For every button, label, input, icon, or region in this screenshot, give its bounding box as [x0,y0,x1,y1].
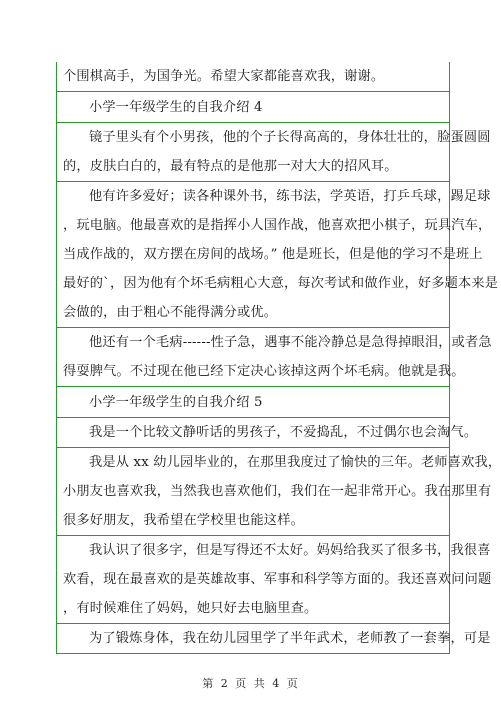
text-line: 他还有一个毛病------性子急，遇事不能冷静总是急得掉眼泪，或者急 [89,335,492,350]
paragraph-mirror [57,123,491,182]
text-line: 最好的`，因为他有个坏毛病粗心大意，每次考试和做作业，好多题本来是 [63,276,499,291]
text-line: 欢看，现在最喜欢的是英雄故事、军事和科学等方面的。我还喜欢问问题 [63,572,492,587]
page-number-footer: 第 2 页 共 4 页 [202,677,298,690]
text-line: ，有时候难住了妈妈，她只好去电脑里查。 [63,601,318,616]
paragraph-quiet [57,418,478,448]
text-line: 会做的，由于粗心不能得满分或优。 [63,305,278,320]
paragraph-exercise [57,624,491,654]
text-line: 得耍脾气。不过现在他已经下定决心该掉这两个坏毛病。他就是我。 [63,364,465,379]
section-heading-4 [57,92,449,123]
paragraph-hobbies [57,182,499,328]
text-line: ，玩电脑。他最喜欢的是指挥小人国作战，他喜欢把小棋子，玩具汽车， [63,218,492,233]
text-line: 镜子里头有个小男孩，他的个子长得高高的，身体壮壮的，脸蛋圆圆 [89,130,491,145]
section-heading-5 [57,387,449,418]
text-line: 我认识了很多字，但是写得还不太好。妈妈给我买了很多书，我很喜 [89,543,491,558]
text-line: 的，皮肤白白的，最有特点的是他那一对大大的招风耳。 [63,159,398,174]
text-line: 为了锻炼身体，我在幼儿园里学了半年武术，老师教了一套拳，可是 [89,631,491,646]
section-title: 小学一年级学生的自我介绍 5 [89,395,263,410]
paragraph-words [57,536,492,624]
text-line: 我是一个比较文静听话的男孩子，不爱捣乱，不过偶尔也会淘气。 [89,425,478,440]
text-line: 个围棋高手，为国争光。希望大家都能喜欢我，谢谢。 [63,69,385,84]
paragraph-temper [57,328,492,387]
text-line: 当成作战的，双方摆在房间的战场。” 他是班长，但是他的学习不是班上 [63,247,483,262]
text-line: 我是从 xx 幼儿园毕业的，在那里我度过了愉快的三年。老师喜欢我， [89,455,501,470]
text-line: 小朋友也喜欢我，当然我也喜欢他们，我们在一起非常开心。我在那里有 [63,484,492,499]
section-title: 小学一年级学生的自我介绍 4 [89,100,263,115]
text-line: 很多好朋友，我希望在学校里也能这样。 [63,513,304,528]
paragraph-continuation [57,62,449,92]
paragraph-kindergarten [57,448,501,536]
text-line: 他有许多爱好；读各种课外书，练书法，学英语，打乒乓球，踢足球 [89,189,491,204]
content-table [56,62,501,654]
